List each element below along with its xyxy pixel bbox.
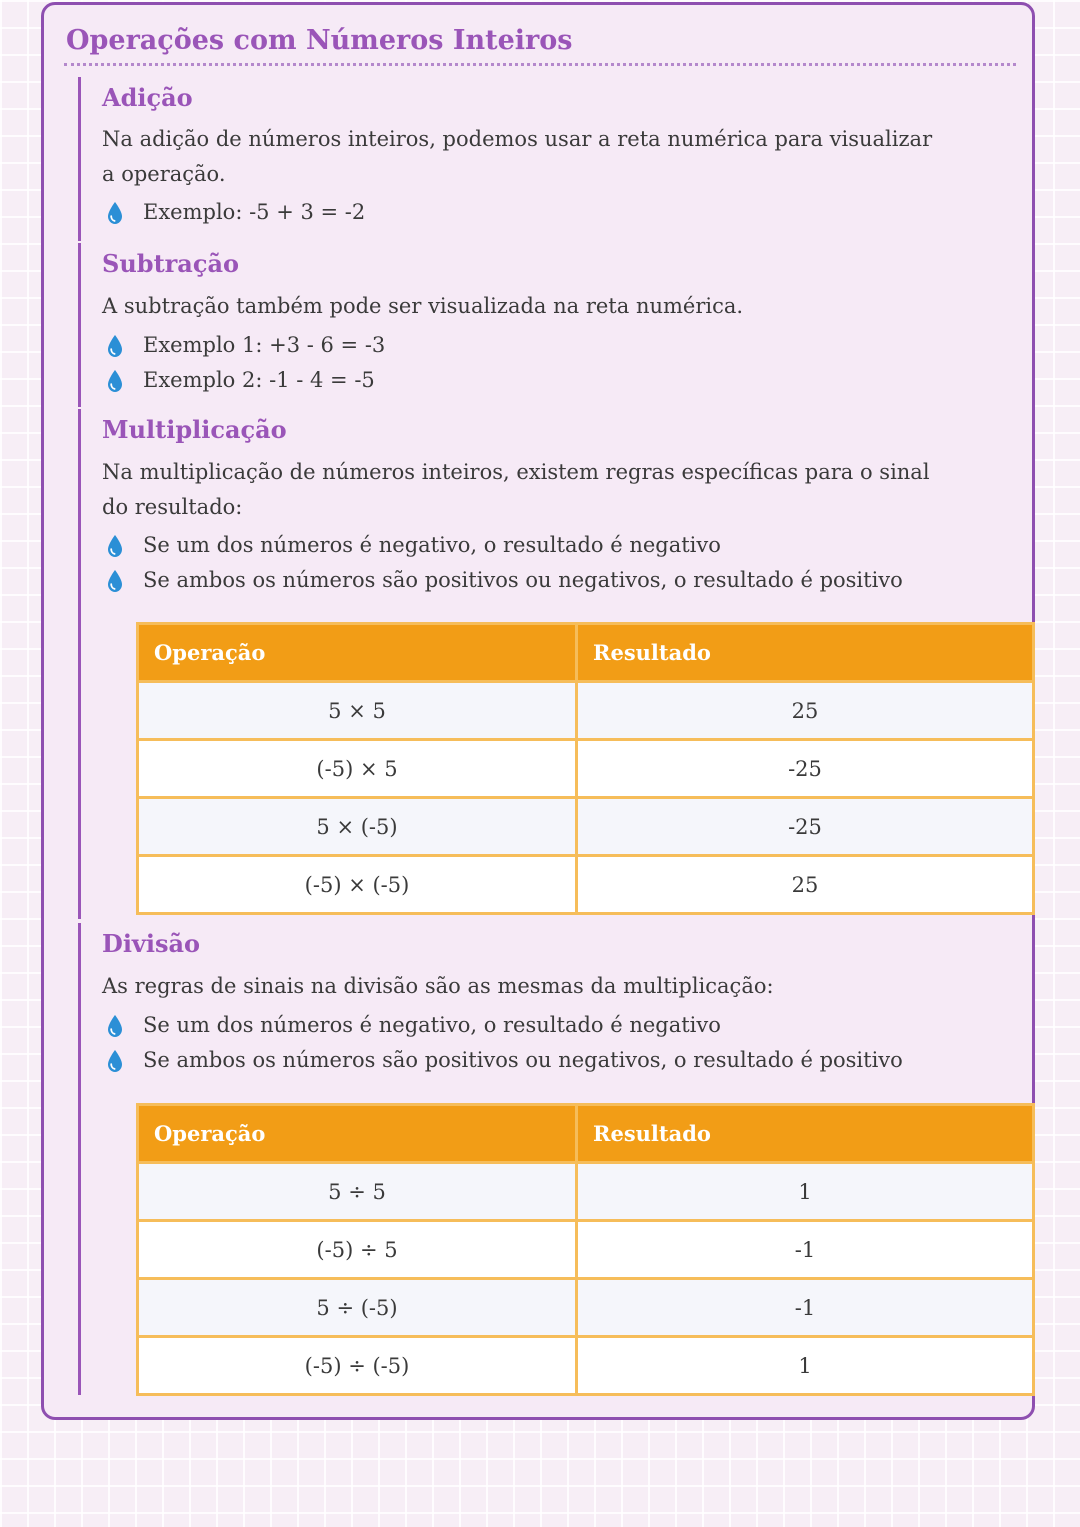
column-header-operation: Operação xyxy=(138,1105,577,1163)
table-row xyxy=(138,682,1034,740)
bullet-text: Exemplo 1: +3 - 6 = -3 xyxy=(143,333,386,357)
cell-result: -25 xyxy=(577,740,1034,798)
cell-result: -1 xyxy=(577,1279,1034,1337)
table-header-row xyxy=(138,1105,1034,1163)
water-drop-icon xyxy=(106,569,124,593)
bullet-text: Se ambos os números são positivos ou negativos, o resultado é positivo xyxy=(143,1048,903,1072)
cell-operation: (-5) ÷ (-5) xyxy=(138,1337,577,1395)
cell-operation: 5 ÷ 5 xyxy=(138,1163,577,1221)
cell-result: -25 xyxy=(577,798,1034,856)
table-row xyxy=(138,1221,1034,1279)
cell-operation: 5 × 5 xyxy=(138,682,577,740)
section-bar xyxy=(78,77,81,241)
division-table xyxy=(136,1103,1035,1396)
water-drop-icon xyxy=(106,334,124,358)
section-multiplication xyxy=(78,409,1008,919)
title-divider xyxy=(64,63,1016,66)
section-addition xyxy=(78,77,1008,241)
section-heading: Divisão xyxy=(102,929,201,958)
cell-operation: (-5) × (-5) xyxy=(138,856,577,914)
section-bar xyxy=(78,923,81,1395)
section-heading: Adição xyxy=(102,83,193,112)
section-bar xyxy=(78,243,81,407)
table-header-row xyxy=(138,624,1034,682)
water-drop-icon xyxy=(106,534,124,558)
water-drop-icon xyxy=(106,201,124,225)
section-heading: Multiplicação xyxy=(102,415,287,444)
section-text: A subtração também pode ser visualizada na reta numérica. xyxy=(102,294,744,318)
water-drop-icon xyxy=(106,1014,124,1038)
bullet-text: Se um dos números é negativo, o resultado é negativo xyxy=(143,1013,721,1037)
cell-result: 1 xyxy=(577,1163,1034,1221)
section-bar xyxy=(78,409,81,919)
multiplication-table xyxy=(136,622,1035,915)
table-row xyxy=(138,1279,1034,1337)
table-row xyxy=(138,1337,1034,1395)
water-drop-icon xyxy=(106,1049,124,1073)
cell-result: 25 xyxy=(577,856,1034,914)
water-drop-icon xyxy=(106,369,124,393)
table-row xyxy=(138,740,1034,798)
table-row xyxy=(138,1163,1034,1221)
cell-operation: 5 × (-5) xyxy=(138,798,577,856)
cell-result: 25 xyxy=(577,682,1034,740)
bullet-text: Exemplo 2: -1 - 4 = -5 xyxy=(143,368,375,392)
column-header-result: Resultado xyxy=(577,624,1034,682)
page-title: Operações com Números Inteiros xyxy=(66,25,573,56)
cell-result: -1 xyxy=(577,1221,1034,1279)
table-row xyxy=(138,798,1034,856)
table-row xyxy=(138,856,1034,914)
section-text: Na multiplicação de números inteiros, existem regras específicas para o sinal do resultado: xyxy=(102,460,930,519)
bullet-text: Se ambos os números são positivos ou negativos, o resultado é positivo xyxy=(143,568,903,592)
cell-operation: (-5) ÷ 5 xyxy=(138,1221,577,1279)
cell-result: 1 xyxy=(577,1337,1034,1395)
column-header-result: Resultado xyxy=(577,1105,1034,1163)
section-division xyxy=(78,923,1008,1395)
section-subtraction xyxy=(78,243,1008,407)
column-header-operation: Operação xyxy=(138,624,577,682)
bullet-text: Exemplo: -5 + 3 = -2 xyxy=(143,200,366,224)
cell-operation: 5 ÷ (-5) xyxy=(138,1279,577,1337)
bullet-text: Se um dos números é negativo, o resultado é negativo xyxy=(143,533,721,557)
section-heading: Subtração xyxy=(102,249,240,278)
content-card xyxy=(41,2,1035,1420)
section-text: Na adição de números inteiros, podemos usar a reta numérica para visualizar a operação. xyxy=(102,127,933,186)
section-text: As regras de sinais na divisão são as mesmas da multiplicação: xyxy=(102,974,774,998)
cell-operation: (-5) × 5 xyxy=(138,740,577,798)
